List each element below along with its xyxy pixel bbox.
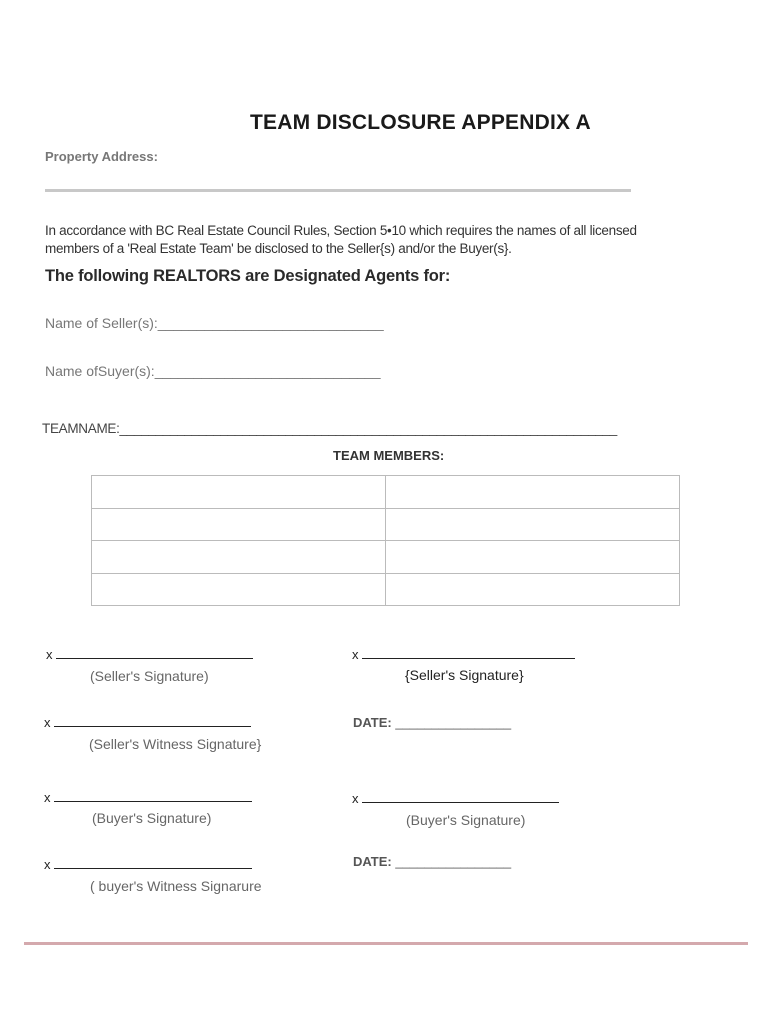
property-address-label: Property Address: [45,149,158,164]
x-mark: x [352,647,359,662]
intro-paragraph [45,222,705,258]
buyer-name-field[interactable]: Name ofSuyer(s):_____________________________ [45,363,381,379]
table-cell[interactable] [92,541,386,574]
table-cell[interactable] [386,573,680,606]
table-cell[interactable] [386,541,680,574]
table-row [92,541,680,574]
footer-divider [24,942,748,945]
seller-witness-caption: (Seller's Witness Signature} [89,736,262,752]
buyer-signature-caption-right: (Buyer's Signature) [406,812,526,828]
team-members-table [91,475,680,606]
signature-blank[interactable] [56,644,253,659]
buyer-signature-line-left[interactable] [44,787,252,807]
buyer-signature-line-right[interactable] [352,788,559,808]
buyer-witness-line[interactable] [44,854,252,874]
date-blank[interactable]: ________________ [395,715,512,730]
table-cell[interactable] [386,508,680,541]
x-mark: x [44,715,51,730]
designated-agents-heading: The following REALTORS are Designated Agents for: [45,267,451,285]
table-row [92,573,680,606]
table-row [92,476,680,509]
table-row [92,508,680,541]
team-name-field[interactable]: TEAMNAME:_____________________________________________________________________ [42,421,617,436]
intro-line-1: In accordance with BC Real Estate Council Rules, Section 5•10 which requires the names of all licensed [45,223,637,238]
seller-signature-line-right[interactable] [352,644,575,664]
document-title: TEAM DISCLOSURE APPENDIX A [250,111,591,134]
table-cell[interactable] [92,508,386,541]
x-mark: x [44,790,51,805]
property-address-field[interactable] [45,189,631,192]
date-label: DATE: [353,854,392,869]
signature-blank[interactable] [362,644,575,659]
signature-blank[interactable] [54,854,252,869]
signature-blank[interactable] [54,787,252,802]
x-mark: x [46,647,53,662]
table-cell[interactable] [92,476,386,509]
seller-signature-line-left[interactable] [46,644,253,664]
seller-date-field[interactable] [353,715,511,730]
date-blank[interactable]: ________________ [395,854,512,869]
date-label: DATE: [353,715,392,730]
table-cell[interactable] [92,573,386,606]
x-mark: x [352,791,359,806]
buyer-signature-caption-left: (Buyer's Signature) [92,810,212,826]
seller-name-field[interactable]: Name of Seller(s):_____________________________ [45,315,384,331]
x-mark: x [44,857,51,872]
signature-blank[interactable] [362,788,559,803]
buyer-date-field[interactable] [353,854,511,869]
buyer-witness-caption: ( buyer's Witness Signarure [90,878,262,894]
seller-signature-caption-left: (Seller's Signature) [90,668,209,684]
intro-line-2: members of a 'Real Estate Team' be disclosed to the Seller{s) and/or the Buyer(s}. [45,241,512,256]
seller-witness-line[interactable] [44,712,251,732]
seller-signature-caption-right: {Seller's Signature} [405,667,524,683]
signature-blank[interactable] [54,712,251,727]
team-members-heading: TEAM MEMBERS: [333,448,445,463]
table-cell[interactable] [386,476,680,509]
